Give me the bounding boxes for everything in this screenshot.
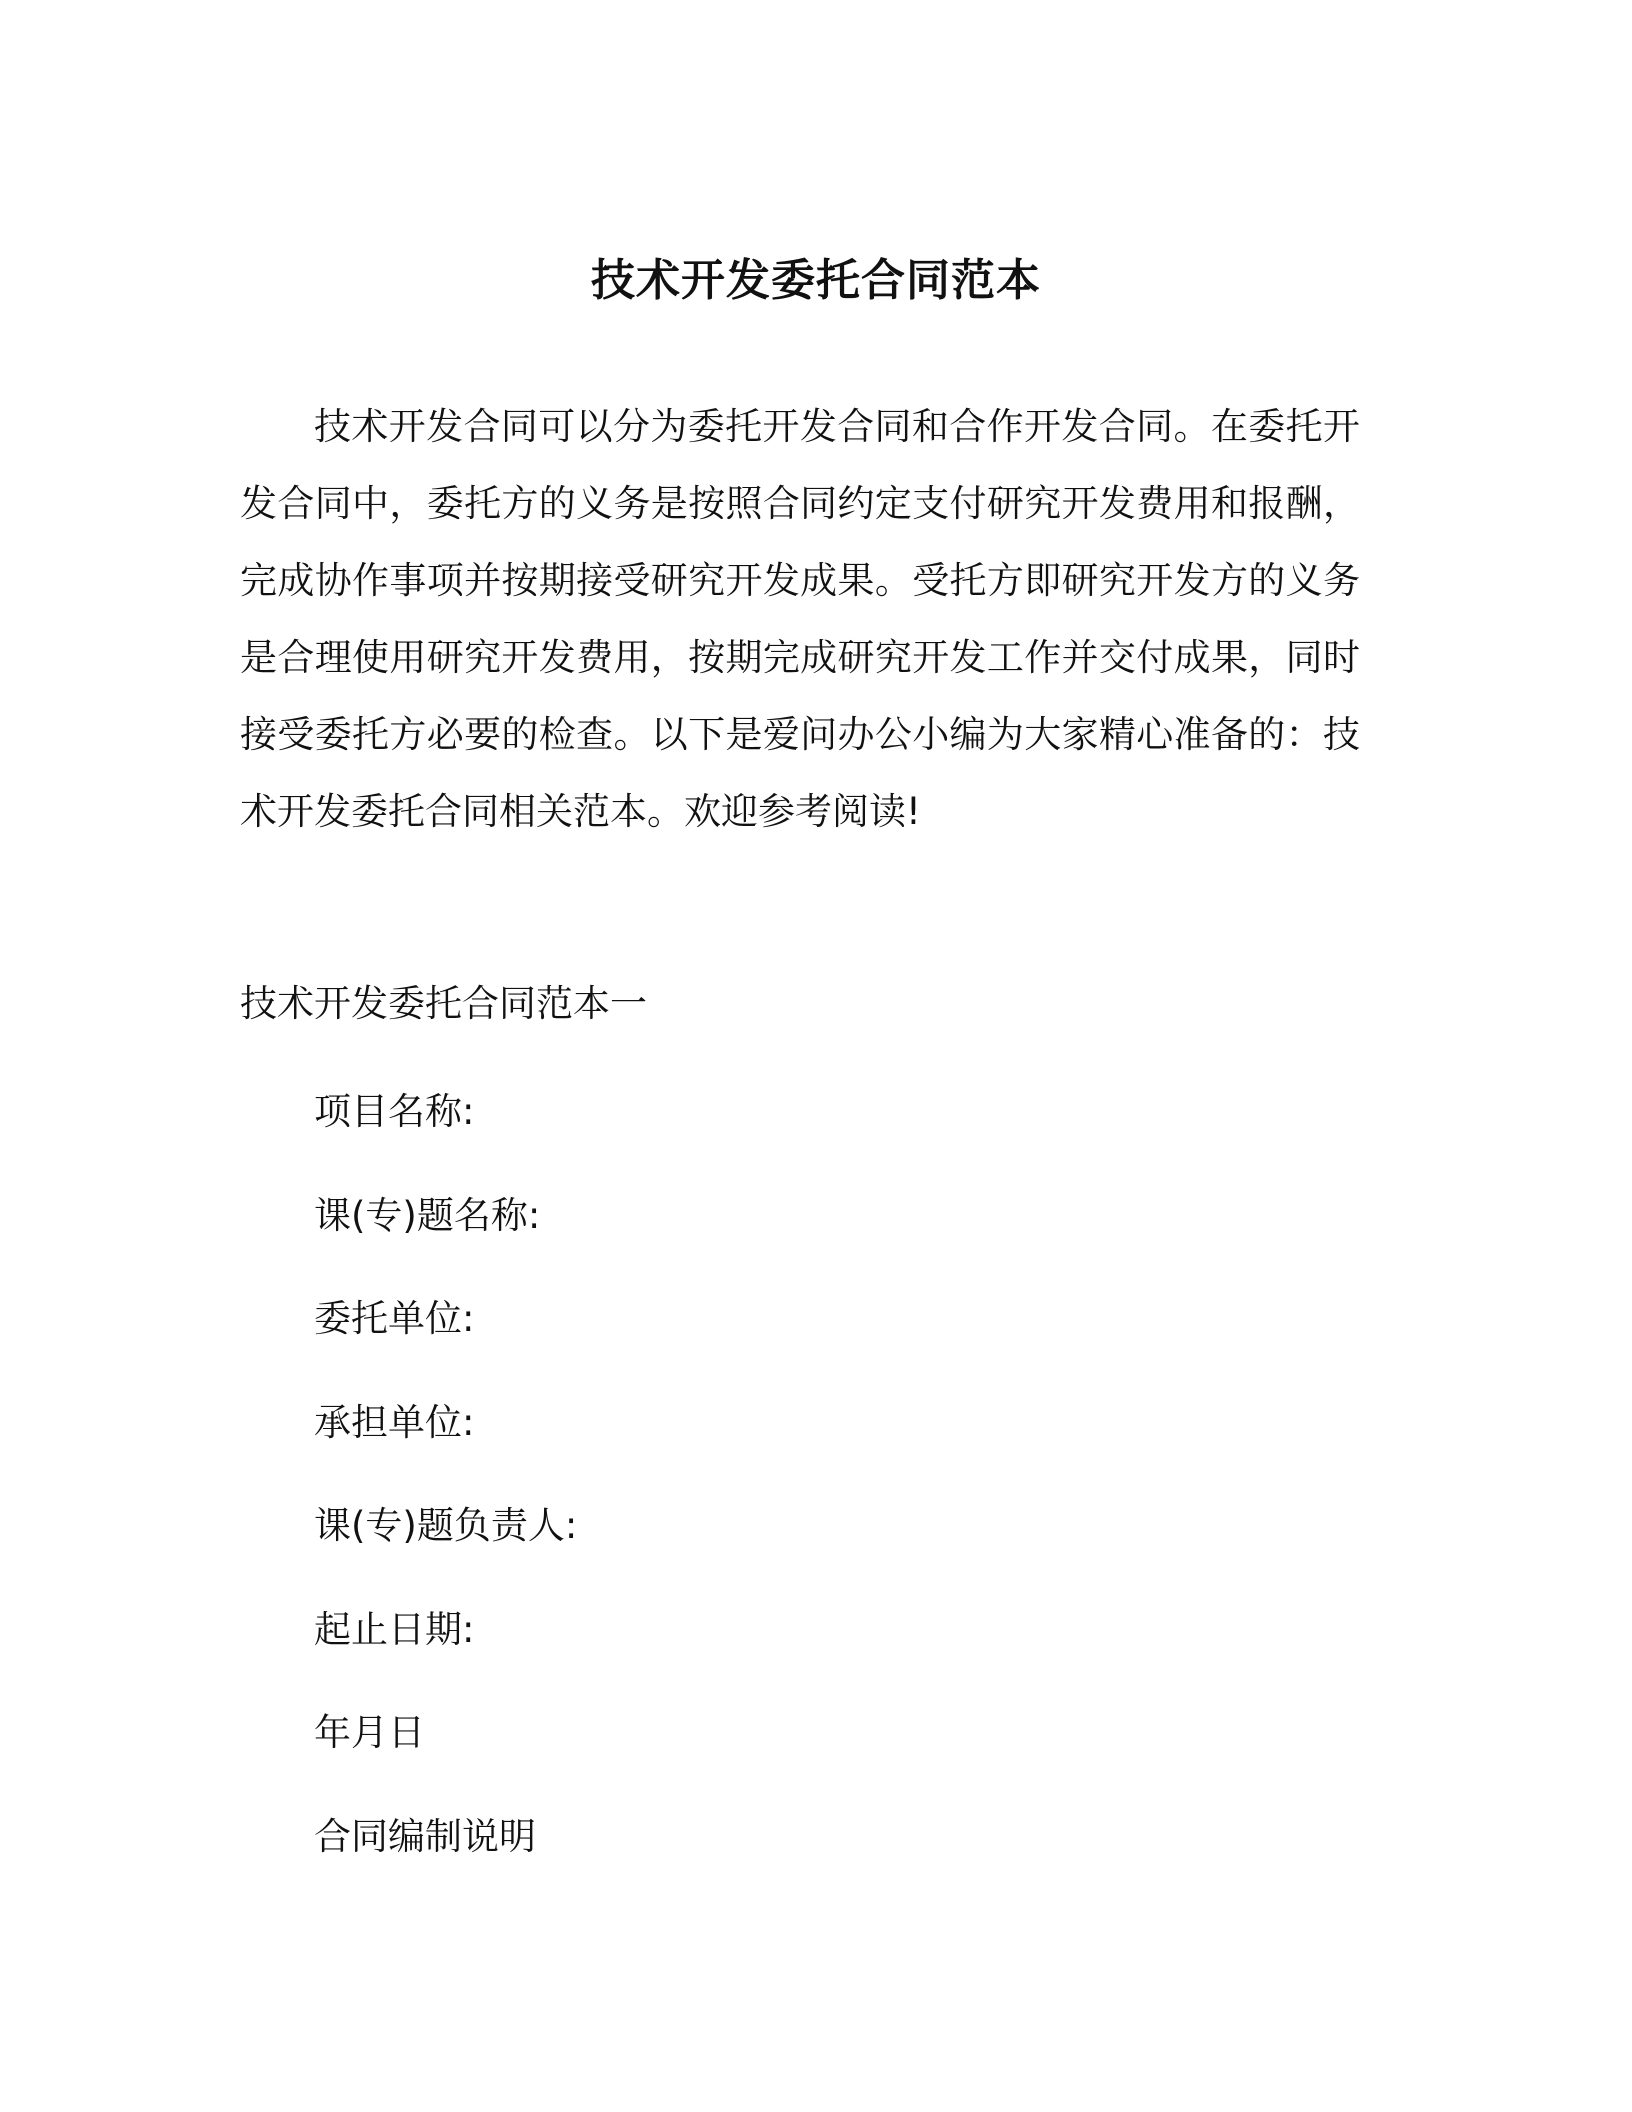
field-date-range: 起止日期:: [314, 1607, 475, 1651]
field-topic-lead: 课(专)题负责人:: [314, 1504, 578, 1547]
field-topic-name: 课(专)题名称:: [314, 1193, 541, 1237]
contract-field-list: [314, 1082, 577, 1910]
field-contractor-unit: 承担单位:: [314, 1400, 475, 1444]
document-title: 技术开发委托合同范本: [591, 255, 1041, 307]
field-date: 年月日: [314, 1711, 425, 1754]
field-client-unit: 委托单位:: [314, 1297, 475, 1340]
field-compilation-notes: 合同编制说明: [314, 1814, 536, 1858]
intro-paragraph: 技术开发合同可以分为委托开发合同和合作开发合同。在委托开发合同中，委托方的义务是按照合同约定支付研究开发费用和报酬，完成协作事项并按期接受研究开发成果。受托方即研究开发方的义务是合理使用研究开发费用，按期完成研究开发工作并交付成果，同时接受委托方必要的检查。以下是爱问办公小编为大家精心准备的：技术开发委托合同相关范本。欢迎参考阅读!: [240, 405, 1360, 833]
field-project-name: 项目名称:: [314, 1090, 475, 1133]
section-heading: 技术开发委托合同范本一: [240, 982, 647, 1025]
